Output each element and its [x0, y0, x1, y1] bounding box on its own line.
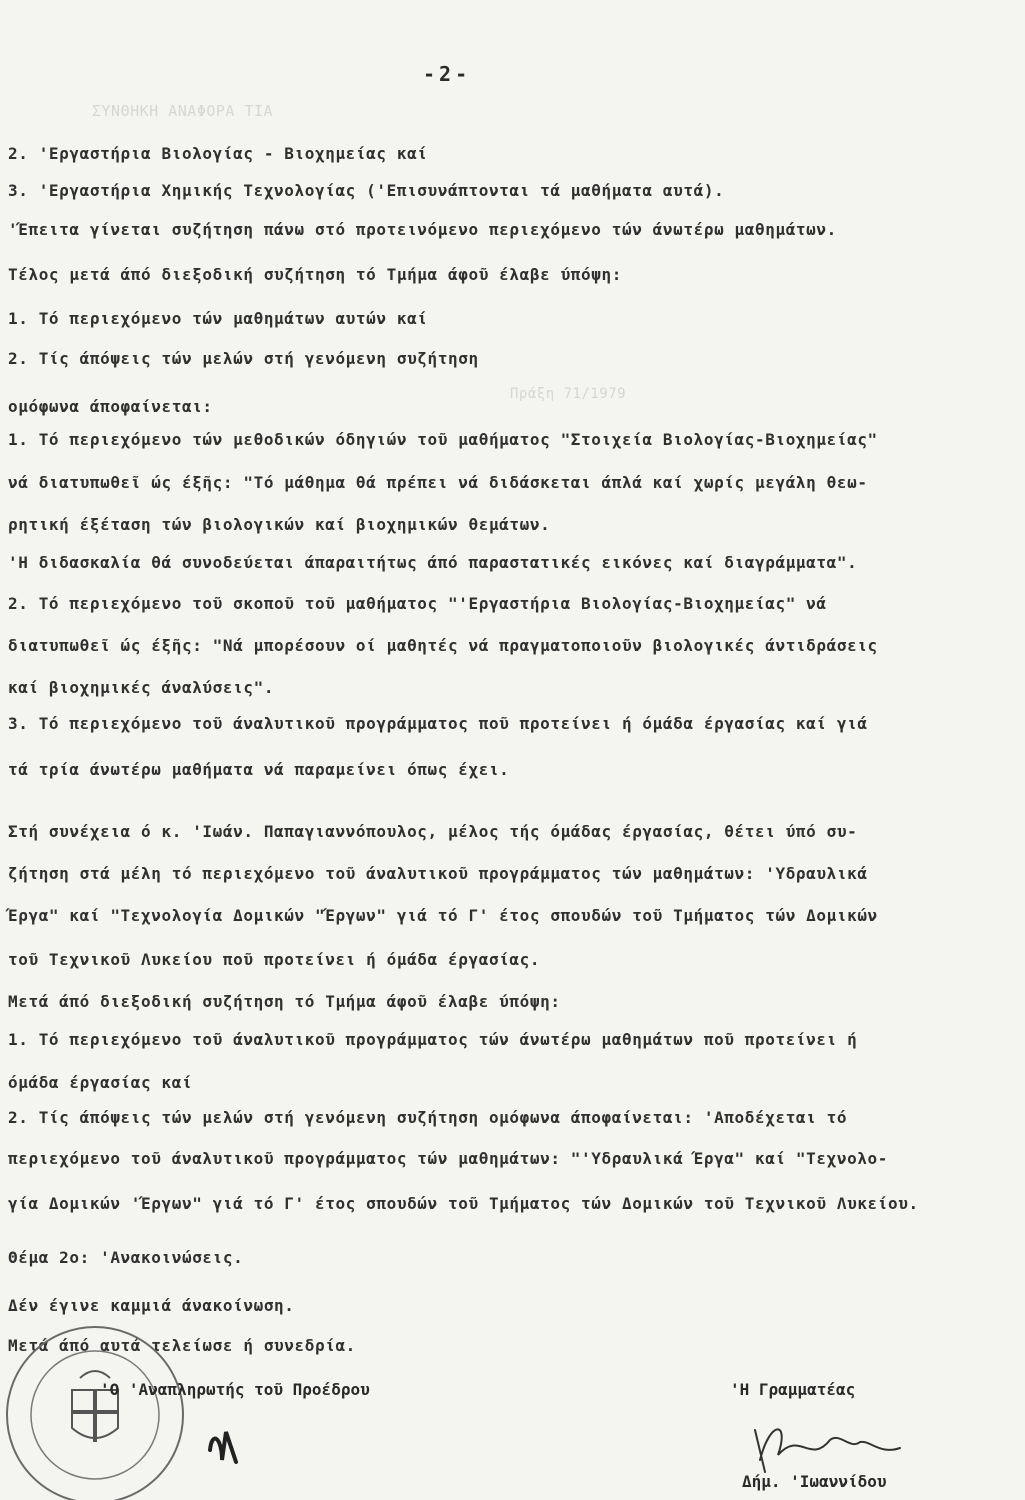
- text-line: Έργα" καί "Τεχνολογία Δομικών "Έργων" γιά τό Γ' έτος σπουδών τοῦ Τμήματος τών Δομικών: [8, 906, 878, 925]
- text-line: 2. 'Εργαστήρια Βιολογίας - Βιοχημείας καί: [8, 144, 428, 163]
- secretary-name: Δήμ. 'Ιωαννίδου: [742, 1472, 887, 1491]
- text-line: 2. Τίς άπόψεις τών μελών στή γενόμενη συζήτηση ομόφωνα άποφαίνεται: 'Αποδέχεται τό: [8, 1108, 848, 1127]
- text-line: περιεχόμενο τοῦ άναλυτικοῦ προγράμματος τών μαθημάτων: "'Υδραυλικά Έργα" καί "Τεχνολο-: [8, 1149, 889, 1168]
- text-line: 3. Τό περιεχόμενο τοῦ άναλυτικοῦ προγράμματος ποῦ προτείνει ή όμάδα έργασίας καί γιά: [8, 714, 868, 733]
- text-line: όμάδα έργασίας καί: [8, 1073, 193, 1092]
- president-label: 'Ο 'Αναπληρωτής τοῦ Προέδρου: [100, 1380, 370, 1399]
- text-line: τά τρία άνωτέρω μαθήματα νά παραμείνει όπως έχει.: [8, 760, 510, 779]
- text-line: ζήτηση στά μέλη τό περιεχόμενο τοῦ άναλυτικοῦ προγράμματος τών μαθημάτων: 'Υδραυλικά: [8, 864, 868, 883]
- text-line: 'Η διδασκαλία θά συνοδεύεται άπαραιτήτως άπό παραστατικές εικόνες καί διαγράμματα".: [8, 553, 858, 572]
- official-seal: [0, 1320, 240, 1500]
- ghost-text: ΣΥΝΘΗΚΗ ΑΝΑΦΟΡΑ ΤΙΑ: [92, 102, 274, 120]
- text-line: 'Έπειτα γίνεται συζήτηση πάνω στό προτεινόμενο περιεχόμενο τών άνωτέρω μαθημάτων.: [8, 220, 837, 239]
- text-line: Μετά άπό αυτά τελείωσε ή συνεδρία.: [8, 1336, 356, 1355]
- text-line: 2. Τίς άπόψεις τών μελών στή γενόμενη συζήτηση: [8, 349, 479, 368]
- text-line: 2. Τό περιεχόμενο τοῦ σκοποῦ τοῦ μαθήματος "'Εργαστήρια Βιολογίας-Βιοχημείας" νά: [8, 594, 827, 613]
- secretary-label: 'Η Γραμματέας: [730, 1380, 856, 1399]
- handwritten-signature: [740, 1410, 910, 1480]
- text-line: 1. Τό περιεχόμενο τοῦ άναλυτικοῦ προγράμματος τών άνωτέρω μαθημάτων ποῦ προτείνει ή: [8, 1030, 858, 1049]
- text-line: τοῦ Τεχνικοῦ Λυκείου ποῦ προτείνει ή όμάδα έργασίας.: [8, 950, 541, 969]
- text-line: καί βιοχημικές άναλύσεις".: [8, 678, 275, 697]
- text-line: 1. Τό περιεχόμενο τών μαθημάτων αυτών καί: [8, 309, 428, 328]
- text-line: Θέμα 2ο: 'Ανακοινώσεις.: [8, 1248, 244, 1267]
- ghost-text: Πράξη 71/1979: [510, 386, 627, 402]
- text-line: ομόφωνα άποφαίνεται:: [8, 397, 213, 416]
- text-line: διατυπωθεῖ ώς έξῆς: "Νά μπορέσουν οί μαθητές νά πραγματοποιοῦν βιολογικές άντιδράσεις: [8, 636, 878, 655]
- text-line: Μετά άπό διεξοδική συζήτηση τό Τμήμα άφοῦ έλαβε ύπόψη:: [8, 992, 561, 1011]
- text-line: νά διατυπωθεῖ ώς έξῆς: "Τό μάθημα θά πρέπει νά διδάσκεται άπλά καί χωρίς μεγάλη θεω-: [8, 473, 868, 492]
- text-line: γία Δομικών 'Έργων" γιά τό Γ' έτος σπουδών τοῦ Τμήματος τών Δομικών τοῦ Τεχνικοῦ Λυκείου.: [8, 1194, 919, 1213]
- text-line: 3. 'Εργαστήρια Χημικής Τεχνολογίας ('Επισυνάπτονται τά μαθήματα αυτά).: [8, 181, 725, 200]
- text-line: Τέλος μετά άπό διεξοδική συζήτηση τό Τμήμα άφοῦ έλαβε ύπόψη:: [8, 265, 622, 284]
- text-line: ρητική έξέταση τών βιολογικών καί βιοχημικών θεμάτων.: [8, 515, 551, 534]
- text-line: 1. Τό περιεχόμενο τών μεθοδικών όδηγιών τοῦ μαθήματος "Στοιχεία Βιολογίας-Βιοχημείας": [8, 430, 878, 449]
- text-line: Δέν έγινε καμμιά άνακοίνωση.: [8, 1296, 295, 1315]
- page-number: -2-: [423, 62, 472, 86]
- text-line: Στή συνέχεια ό κ. 'Ιωάν. Παπαγιαννόπουλος, μέλος τής όμάδας έργασίας, θέτει ύπό συ-: [8, 822, 858, 841]
